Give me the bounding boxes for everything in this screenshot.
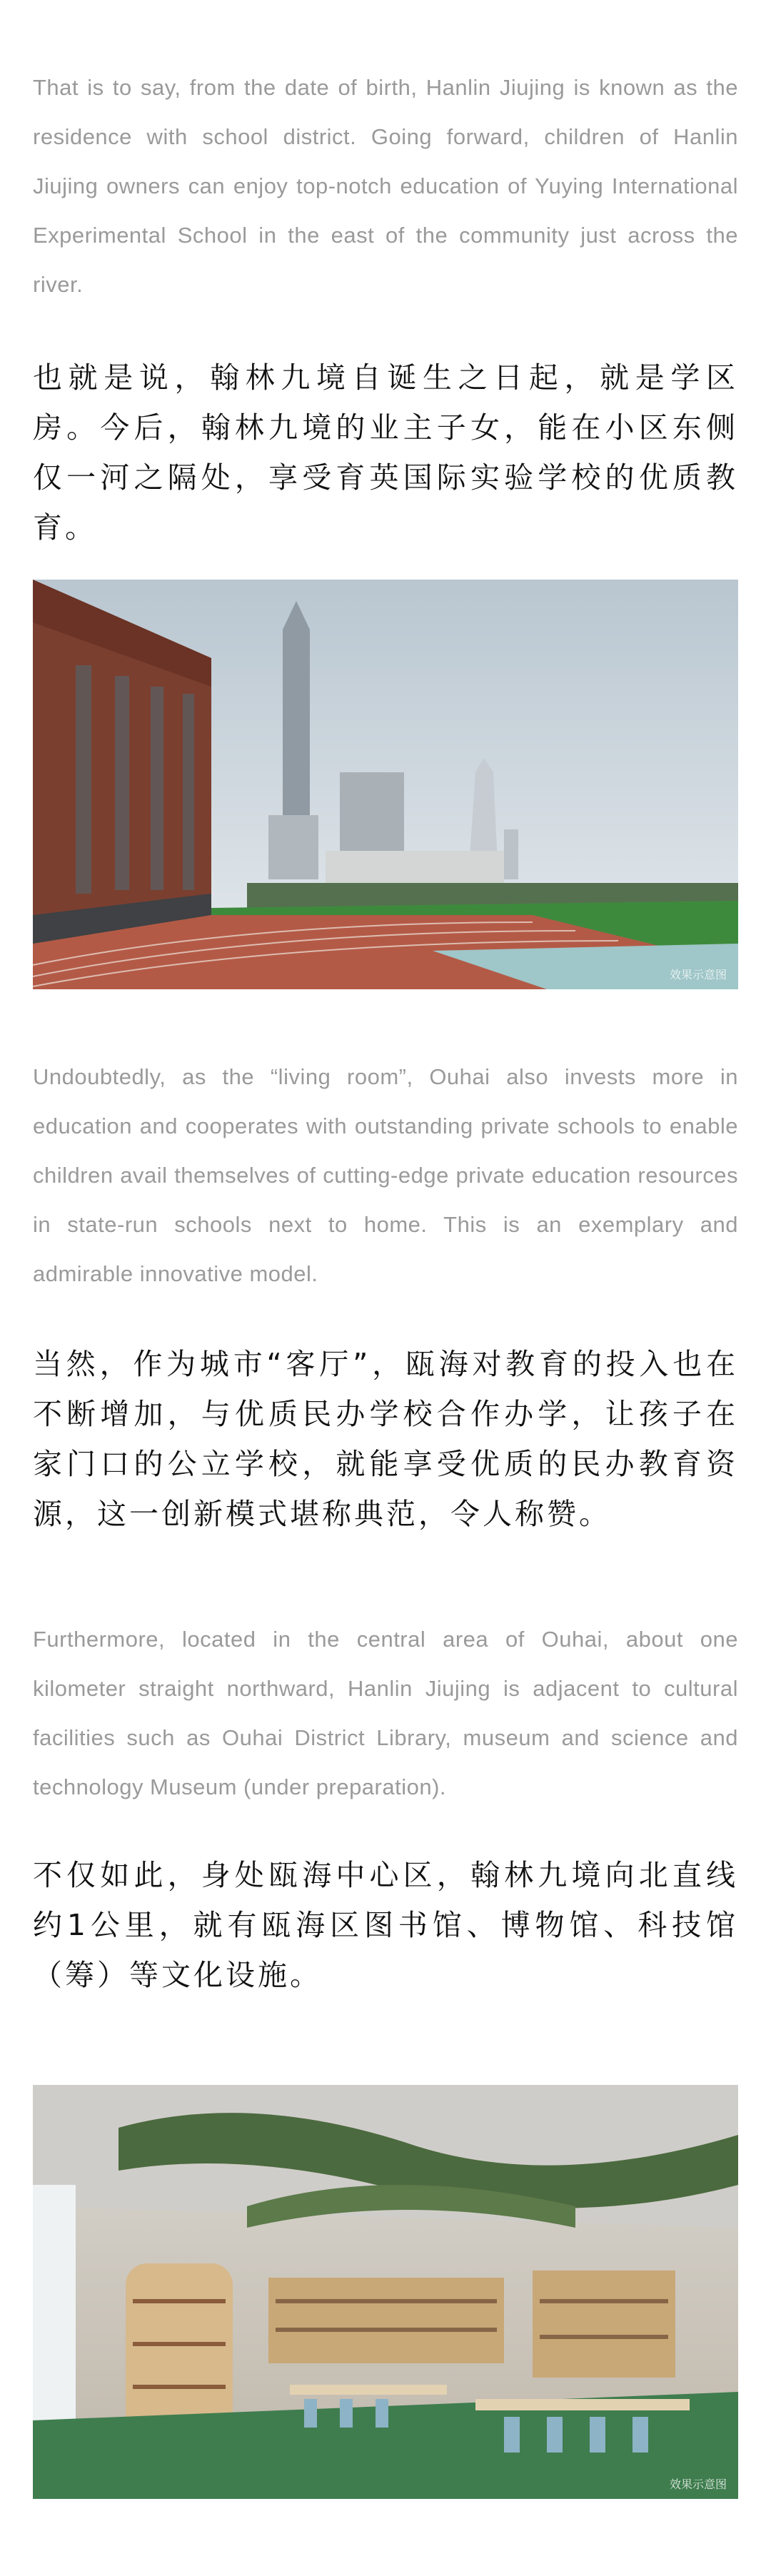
school-campus-photo xyxy=(33,580,738,989)
image-watermark-2: 效果示意图 xyxy=(669,2477,727,2491)
chinese-paragraph-3 xyxy=(33,1850,738,2000)
english-paragraph-1 xyxy=(33,63,738,309)
english-text-2: Undoubtedly, as the “living room”, Ouhai also invests more in education and cooperates with outstanding private schools to enable children avail themselves of cutting-edge private education resources in state-run schools next to home. This is an exemplary and admirable innovative model. xyxy=(33,1064,738,1286)
english-paragraph-3 xyxy=(33,1615,738,1812)
image-watermark-1: 效果示意图 xyxy=(669,968,727,981)
chinese-paragraph-1 xyxy=(33,353,738,552)
chinese-paragraph-2 xyxy=(33,1339,738,1539)
chinese-text-1: 也就是说，翰林九境自诞生之日起，就是学区房。今后，翰林九境的业主子女，能在小区东侧仅一河之隔处，享受育英国际实验学校的优质教育。 xyxy=(33,360,738,545)
chinese-text-2: 当然，作为城市“客厅”，瓯海对教育的投入也在不断增加，与优质民办学校合作办学，让孩子在家门口的公立学校，就能享受优质的民办教育资源，这一创新模式堪称典范，令人称赞。 xyxy=(33,1347,738,1531)
english-text-3: Furthermore, located in the central area of Ouhai, about one kilometer straight northward, Hanlin Jiujing is adjacent to cultural facilities such as Ouhai District Library, museum and science and technology Museum (under preparation). xyxy=(33,1627,738,1799)
chinese-text-3: 不仅如此，身处瓯海中心区，翰林九境向北直线约1公里，就有瓯海区图书馆、博物馆、科技馆（筹）等文化设施。 xyxy=(33,1858,738,1992)
english-text-1: That is to say, from the date of birth, Hanlin Jiujing is known as the residence with school district. Going forward, children of Hanlin Jiujing owners can enjoy top-notch education of Yuying International Experimental School in the east of the community just across the river. xyxy=(33,75,738,297)
english-paragraph-2 xyxy=(33,1052,738,1298)
library-interior-photo xyxy=(33,2085,738,2499)
